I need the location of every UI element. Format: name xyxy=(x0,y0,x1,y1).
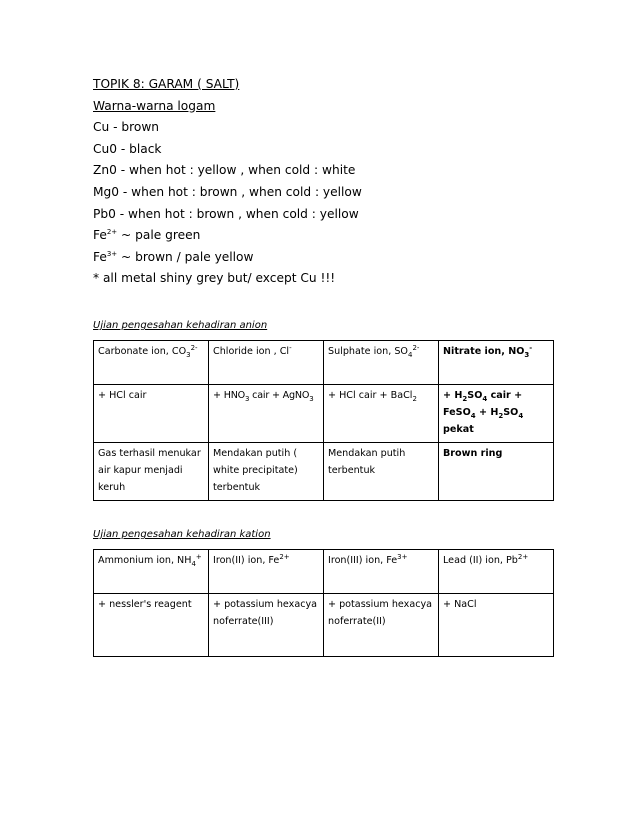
cell-text: cair + AgNO xyxy=(249,390,310,401)
table-cell: Brown ring xyxy=(439,443,554,501)
note-line-mgo: Mg0 - when hot : brown , when cold : yellow xyxy=(93,184,362,199)
table-cell xyxy=(209,341,324,385)
table-cell xyxy=(324,550,439,594)
superscript: 2- xyxy=(190,343,198,352)
notes-block xyxy=(93,74,362,290)
table-cell: + nessler's reagent xyxy=(94,594,209,657)
subscript: 3 xyxy=(524,350,530,359)
table-cell xyxy=(439,385,554,443)
note-line-zno: Zn0 - when hot : yellow , when cold : white xyxy=(93,163,356,178)
subscript: 4 xyxy=(470,411,476,420)
cell-text: + H xyxy=(475,407,499,418)
cell-text: + HNO xyxy=(213,390,246,401)
table-row xyxy=(94,385,554,443)
cell-text: Carbonate ion, CO xyxy=(98,346,187,357)
anion-table-caption: Ujian pengesahan kehadiran anion xyxy=(93,320,268,331)
fe2-color: ~ pale green xyxy=(117,228,201,243)
note-line-fe3 xyxy=(93,247,362,269)
cell-text: Sulphate ion, SO xyxy=(328,346,408,357)
subscript: 4 xyxy=(407,350,413,359)
cell-text: cair + FeSO xyxy=(443,390,523,418)
fe3-color: ~ brown / pale yellow xyxy=(117,249,254,264)
note-line-metal: * all metal shiny grey but/ except Cu !!! xyxy=(93,271,336,286)
subscript: 2 xyxy=(498,411,504,420)
table-cell: Mendakan putih terbentuk xyxy=(324,443,439,501)
anion-table xyxy=(93,340,554,501)
superscript: - xyxy=(289,343,292,352)
cell-text: + H xyxy=(443,390,463,401)
table-row xyxy=(94,550,554,594)
subscript: 2 xyxy=(462,394,468,403)
subscript: 4 xyxy=(482,394,488,403)
note-line-pbo: Pb0 - when hot : brown , when cold : yellow xyxy=(93,206,359,221)
section-heading: Warna-warna logam xyxy=(93,98,216,113)
subscript: 4 xyxy=(191,559,196,568)
note-line-fe2 xyxy=(93,225,362,247)
cell-text: SO xyxy=(467,390,483,401)
cation-table xyxy=(93,549,554,657)
table-cell: + potassium hexacyanoferrate(III) xyxy=(209,594,324,657)
superscript: + xyxy=(195,552,202,561)
table-cell: Gas terhasil menukar air kapur menjadi keruh xyxy=(94,443,209,501)
table-cell: Mendakan putih ( white precipitate) terbentuk xyxy=(209,443,324,501)
subscript: 3 xyxy=(245,394,250,403)
note-line-cuo: Cu0 - black xyxy=(93,141,162,156)
cell-text: pekat xyxy=(443,424,474,435)
page-title: TOPIK 8: GARAM ( SALT) xyxy=(93,77,240,91)
fe2-charge: 2+ xyxy=(106,228,118,237)
cell-text: Nitrate ion, NO xyxy=(443,346,525,357)
note-line-cu: Cu - brown xyxy=(93,120,160,135)
cell-text: SO xyxy=(503,407,519,418)
table-cell: + NaCl xyxy=(439,594,554,657)
superscript: 2+ xyxy=(279,552,290,561)
table-cell xyxy=(439,341,554,385)
cell-text: + HCl cair + BaCl xyxy=(328,390,413,401)
table-cell xyxy=(209,550,324,594)
table-cell xyxy=(324,385,439,443)
fe3-charge: 3+ xyxy=(106,249,118,258)
table-cell xyxy=(209,385,324,443)
cell-text: Chloride ion , Cl xyxy=(213,346,290,357)
fe2-symbol: Fe xyxy=(93,228,107,243)
cell-text: Ammonium ion, NH xyxy=(98,555,192,566)
superscript: 2+ xyxy=(517,552,529,561)
superscript: - xyxy=(529,343,533,352)
superscript: 3+ xyxy=(397,552,408,561)
table-row xyxy=(94,443,554,501)
table-row xyxy=(94,594,554,657)
cell-text: Lead (II) ion, Pb xyxy=(443,555,518,566)
fe3-symbol: Fe xyxy=(93,249,107,264)
table-cell xyxy=(94,341,209,385)
subscript: 3 xyxy=(309,394,314,403)
subscript: 3 xyxy=(186,350,191,359)
table-cell: + potassium hexacyanoferrate(II) xyxy=(324,594,439,657)
table-cell xyxy=(324,341,439,385)
table-cell xyxy=(439,550,554,594)
subscript: 2 xyxy=(412,394,417,403)
subscript: 4 xyxy=(518,411,524,420)
cell-text: Iron(II) ion, Fe xyxy=(213,555,280,566)
table-row xyxy=(94,341,554,385)
table-cell xyxy=(94,550,209,594)
cell-text: Iron(III) ion, Fe xyxy=(328,555,398,566)
cation-table-caption: Ujian pengesahan kehadiran kation xyxy=(93,529,271,540)
table-cell: + HCl cair xyxy=(94,385,209,443)
superscript: 2- xyxy=(412,343,420,352)
